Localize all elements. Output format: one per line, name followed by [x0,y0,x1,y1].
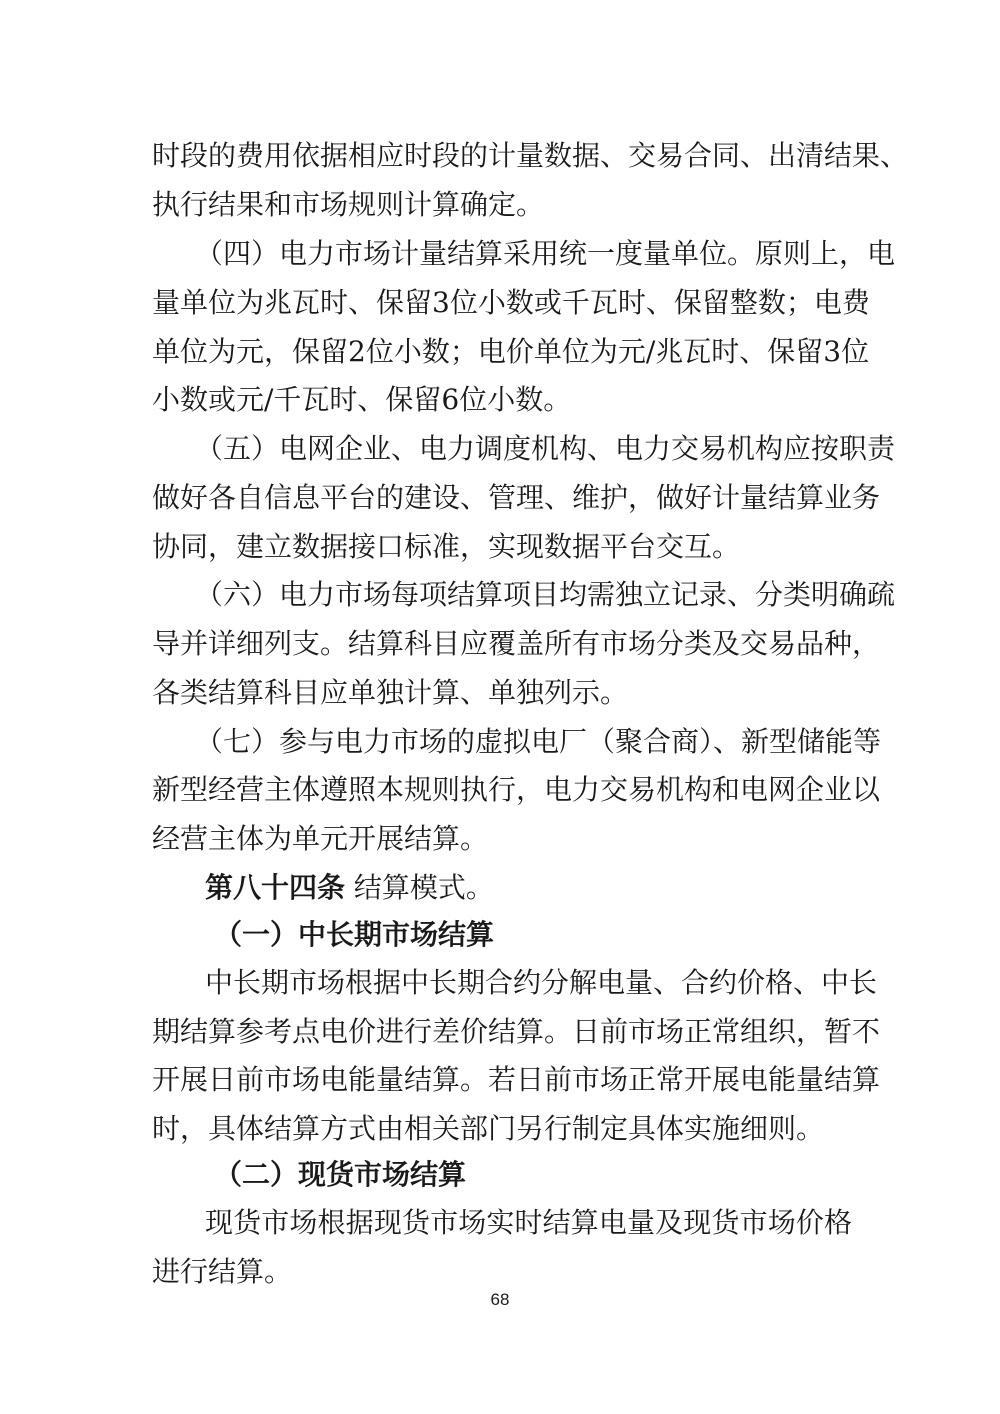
page-number: 68 [490,1290,510,1309]
text-line: （六）电力市场每项结算项目均需独立记录、分类明确疏 [195,578,896,611]
text-line: 各类结算科目应单独计算、单独列示。 [152,676,629,709]
text-line: 协同，建立数据接口标准，实现数据平台交互。 [152,530,741,563]
text-line: 时段的费用依据相应时段的计量数据、交易合同、出清结果、 [152,139,909,172]
text-line: 做好各自信息平台的建设、管理、维护，做好计量结算业务 [152,481,881,514]
text-line: （四）电力市场计量结算采用统一度量单位。原则上，电 [195,237,896,270]
text-line: 时，具体结算方式由相关部门另行制定具体实施细则。 [152,1112,825,1145]
section-heading: （二）现货市场结算 [214,1158,467,1191]
text-line: 新型经营主体遵照本规则执行，电力交易机构和电网企业以 [152,773,881,806]
text-line: 小数或元/千瓦时、保留6位小数。 [152,383,572,416]
text-line: 量单位为兆瓦时、保留3位小数或千瓦时、保留整数；电费 [152,286,870,319]
text-line: 导并详细列支。结算科目应覆盖所有市场分类及交易品种， [152,627,881,660]
text-line: 现货市场根据现货市场实时结算电量及现货市场价格 [205,1206,852,1239]
text-line: 经营主体为单元开展结算。 [152,822,489,855]
text-line: 单位为元，保留2位小数；电价单位为元/兆瓦时、保留3位 [152,335,870,368]
text-line: 开展日前市场电能量结算。若日前市场正常开展电能量结算 [152,1063,881,1096]
article-line [205,871,852,905]
text-line: 执行结果和市场规则计算确定。 [152,188,545,221]
section-heading: （一）中长期市场结算 [214,918,495,951]
text-line: 中长期市场根据中长期合约分解电量、合约价格、中长 [205,966,878,999]
text-line: 期结算参考点电价进行差价结算。日前市场正常组织，暂不 [152,1015,881,1048]
text-line: （五）电网企业、电力调度机构、电力交易机构应按职责 [195,432,896,465]
text-line: 进行结算。 [152,1255,293,1288]
text-line: （七）参与电力市场的虚拟电厂（聚合商）、新型储能等 [195,725,882,758]
article-title: 结算模式。 [353,871,494,904]
article-number: 第八十四条 [205,871,346,904]
